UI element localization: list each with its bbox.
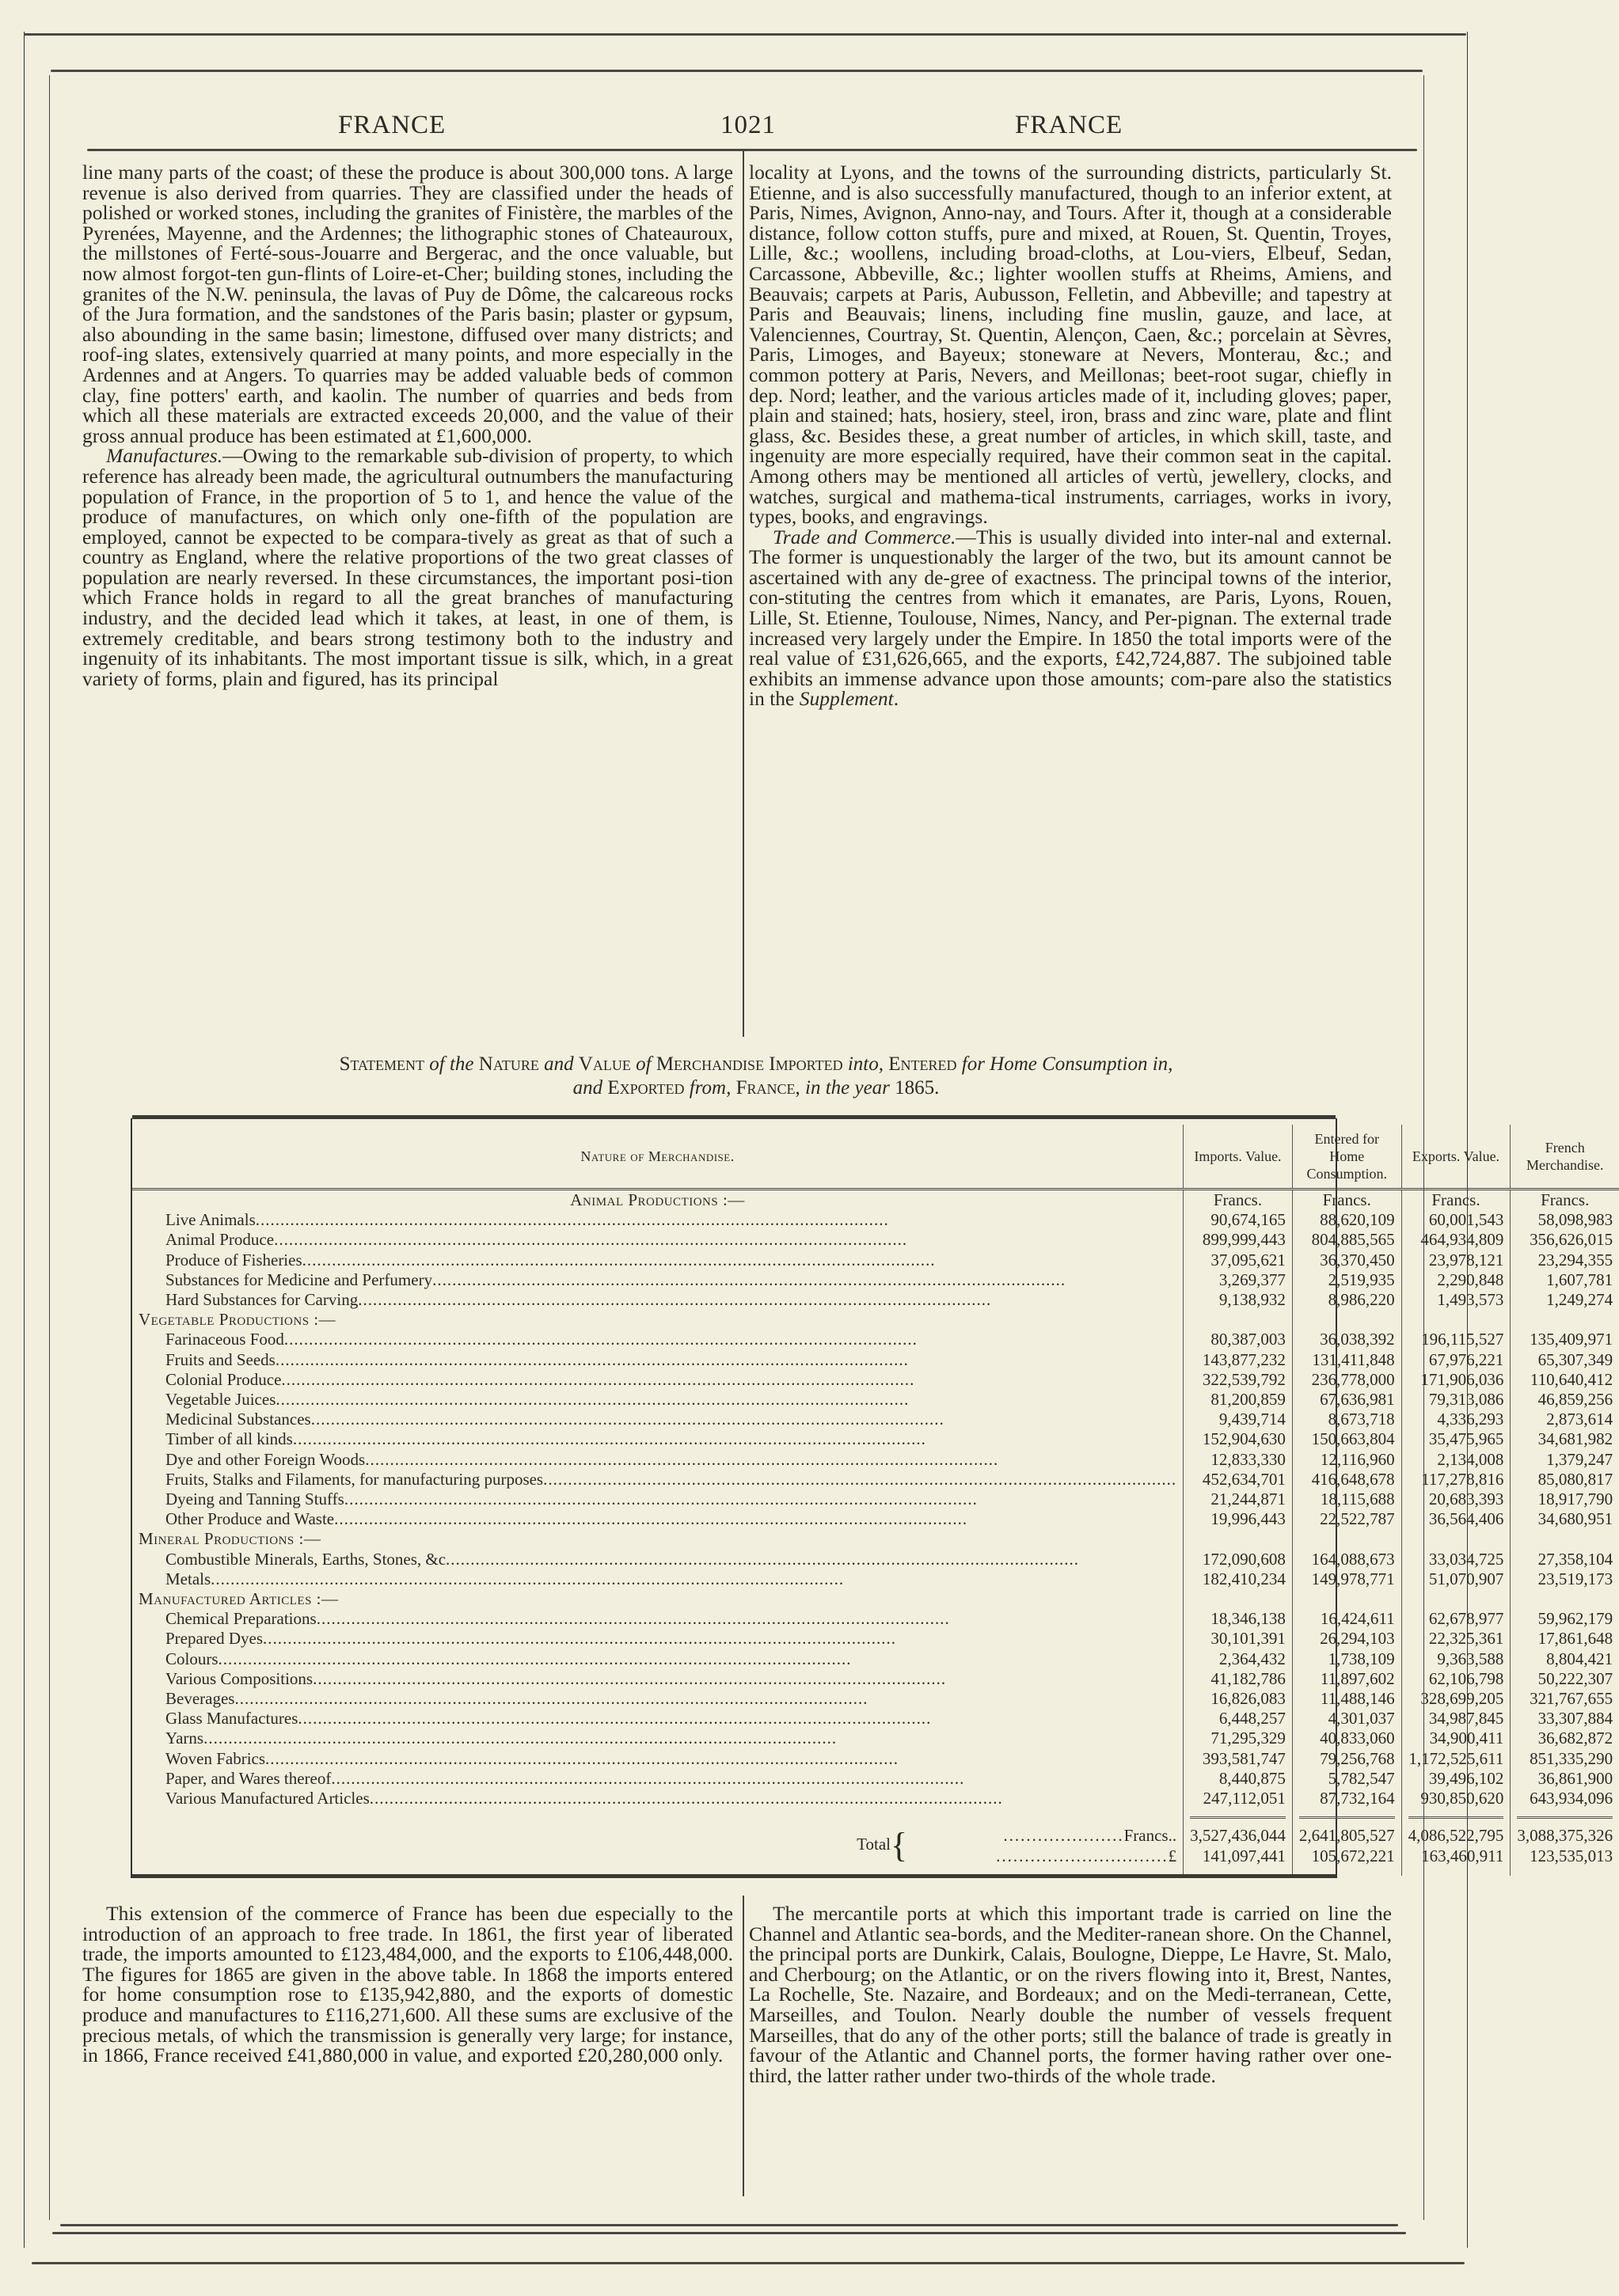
section-heading-manufactures: Manufactures. [106,444,223,468]
value-cell: 60,001,543 [1401,1210,1511,1230]
value-cell: 1,493,573 [1401,1290,1511,1310]
value-cell: 899,999,443 [1184,1230,1293,1250]
bottom-right-column [749,1903,1392,2085]
table-header-row [132,1125,1619,1190]
table-row [132,1569,1619,1589]
dot-leader [446,1550,1176,1569]
total-pounds-cell: 123,535,013 [1511,1846,1619,1866]
value-cell: 328,699,205 [1401,1689,1511,1709]
table-bottom-border [132,1874,1336,1878]
table-row [132,1669,1619,1689]
value-cell: 1,607,781 [1511,1270,1619,1290]
row-label: Various Compositions [165,1668,314,1688]
row-label: Yarns [165,1729,204,1748]
table-row [132,1629,1619,1649]
unit-label: Francs. [1401,1190,1511,1211]
value-cell: 247,112,051 [1184,1789,1293,1808]
section-title: Mineral Productions :— [139,1529,321,1549]
paragraph-manufactures: Manufactures.—Owing to the remarkable sub-division of property, to which reference has already been made, the agricultural outnumbers the manufacturing population of France, in the proportion of 5 to 1, and hence the value of the produce of manufactures, on which only one-fifth of the population are employed, cannot be expected to be compara-tively as great as that of such a country as England, where the relative proportions of the two great classes of population are nearly reversed. In these circumstances, the important posi-tion which France holds in regard to all the great branches of manufacturing industry, and the decided lead which it takes, at least, in one of them, is extremely creditable, and bears strong testimony both to the industry and ingenuity of its inhabitants. The most important tissue is silk, which, in a great variety of forms, plain and figured, has its principal [82,444,733,690]
table-row [132,1470,1619,1490]
value-cell: 22,522,787 [1292,1509,1401,1529]
dot-leader [276,1390,1176,1410]
value-cell: 8,673,718 [1292,1410,1401,1429]
table-row [132,1350,1619,1370]
value-cell: 36,682,872 [1511,1729,1619,1748]
section-title: Animal Productions :— [570,1190,745,1209]
total-francs-cell: 2,641,805,527 [1292,1826,1401,1846]
value-cell: 131,411,848 [1292,1350,1401,1370]
value-cell: 2,364,432 [1184,1649,1293,1669]
value-cell: 11,488,146 [1292,1689,1401,1709]
dot-leader [370,1789,1176,1808]
value-cell: 26,294,103 [1292,1629,1401,1649]
value-cell: 90,674,165 [1184,1210,1293,1230]
value-cell: 12,116,960 [1292,1450,1401,1470]
table-row [132,1689,1619,1709]
value-cell: 182,410,234 [1184,1569,1293,1589]
value-cell: 35,475,965 [1401,1429,1511,1449]
table-row [132,1490,1619,1509]
value-cell: 87,732,164 [1292,1789,1401,1808]
value-cell: 36,370,450 [1292,1250,1401,1270]
value-cell: 81,200,859 [1184,1390,1293,1410]
total-pounds-cell: 105,672,221 [1292,1846,1401,1866]
dot-leader [543,1470,1176,1490]
row-label: Vegetable Juices [165,1390,276,1410]
page-number: 1021 [720,111,776,139]
value-cell: 23,519,173 [1511,1569,1619,1589]
value-cell: 58,098,983 [1511,1210,1619,1230]
value-cell: 11,897,602 [1292,1669,1401,1689]
top-outer-rule [24,33,1466,36]
table-row [132,1729,1619,1748]
section-title: Manufactured Articles :— [139,1589,339,1609]
table-row [132,1749,1619,1769]
paragraph-silk-locations: locality at Lyons, and the towns of the surrounding districts, particularly St. Etienne, and is also successfully manufactured, though to an inferior extent, at Paris, Nimes, Avignon, Anno-nay, and Tours. After it, though at a considerable distance, follow cotton stuffs, pure and mixed, at Rouen, St. Quentin, Troyes, Lille, &c.; woollens, including broad-cloths, at Lou-viers, Elbeuf, Sedan, Carcassone, Abbeville, &c.; lighter woollen stuffs at Rheims, Amiens, and Beauvais; carpets at Paris, Aubusson, Felletin, and Abbeville; and tapestry at Paris and Beauvais; linens, including fine muslin, gauze, and lace, at Valenciennes, Courtray, St. Quentin, Alençon, Caen, &c.; porcelain at Sèvres, Paris, Limoges, and Bayeux; stoneware at Nevers, Monterau, &c.; and common pottery at Paris, Nevers, and Meillonas; beet-root sugar, chiefly in dep. Nord; leather, and the various articles made of it, including gloves; paper, plain and stained; hats, hosiery, steel, iron, brass and zinc ware, plate and flint glass, &c. Besides these, a great number of articles, in which skill, taste, and ingenuity are more especially required, have their common seat in the capital. Among others may be mentioned all articles of vertù, jewellery, clocks, and watches, surgical and mathema-tical instruments, carriages, works in ivory, types, books, and engravings. [749,161,1392,529]
table-row [132,1250,1619,1270]
table-row [132,1290,1619,1310]
value-cell: 19,996,443 [1184,1509,1293,1529]
top-inner-rule [51,70,1423,72]
value-cell: 22,325,361 [1401,1629,1511,1649]
dot-leader [293,1429,1176,1449]
table-row [132,1709,1619,1729]
table-row [132,1370,1619,1390]
value-cell: 2,290,848 [1401,1270,1511,1290]
merchandise-table [132,1125,1619,1876]
value-cell: 33,307,884 [1511,1709,1619,1729]
value-cell: 321,767,655 [1511,1689,1619,1709]
bottom-inner-rule-1 [60,2224,1398,2226]
value-cell: 51,070,907 [1401,1569,1511,1589]
value-cell: 172,090,608 [1184,1550,1293,1569]
row-label: Colonial Produce [165,1369,282,1389]
value-cell: 16,826,083 [1184,1689,1293,1709]
value-cell: 2,134,008 [1401,1450,1511,1470]
value-cell: 36,038,392 [1292,1330,1401,1349]
right-column [749,162,1392,709]
value-cell: 6,448,257 [1184,1709,1293,1729]
unit-label: Francs. [1184,1190,1293,1211]
value-cell: 464,934,809 [1401,1230,1511,1250]
value-cell: 393,581,747 [1184,1749,1293,1769]
value-cell: 804,885,565 [1292,1230,1401,1250]
value-cell: 41,182,786 [1184,1669,1293,1689]
bottom-left-column [82,1903,733,2066]
table-row [132,1509,1619,1529]
table-row [132,1789,1619,1808]
value-cell: 50,222,307 [1511,1669,1619,1689]
header-french: French Merchandise. [1511,1125,1619,1190]
section-header-row [132,1529,1619,1549]
value-cell: 164,088,673 [1292,1550,1401,1569]
value-cell: 36,564,406 [1401,1509,1511,1529]
section-header-row [132,1589,1619,1609]
dot-leader [331,1769,1176,1789]
value-cell: 40,833,060 [1292,1729,1401,1748]
value-cell: 18,346,138 [1184,1609,1293,1629]
row-label: Prepared Dyes [165,1629,264,1649]
value-cell: 79,313,086 [1401,1390,1511,1410]
row-label: Farinaceous Food [165,1330,284,1349]
value-cell: 3,269,377 [1184,1270,1293,1290]
row-label: Metals [165,1569,211,1588]
value-cell: 152,904,630 [1184,1429,1293,1449]
value-cell: 34,987,845 [1401,1709,1511,1729]
row-label: Glass Manufactures [165,1709,298,1729]
dot-leader [203,1729,1176,1748]
value-cell: 2,519,935 [1292,1270,1401,1290]
total-francs-cell: 3,527,436,044 [1184,1826,1293,1846]
value-cell: 416,648,678 [1292,1470,1401,1490]
dot-leader [344,1490,1176,1509]
value-cell: 23,294,355 [1511,1250,1619,1270]
value-cell: 8,440,875 [1184,1769,1293,1789]
header-exports: Exports. Value. [1401,1125,1511,1190]
value-cell: 79,256,768 [1292,1749,1401,1769]
value-cell: 34,900,411 [1401,1729,1511,1748]
value-cell: 1,379,247 [1511,1450,1619,1470]
table-row [132,1390,1619,1410]
dot-leader [284,1330,1176,1349]
value-cell: 149,978,771 [1292,1569,1401,1589]
value-cell: 62,106,798 [1401,1669,1511,1689]
value-cell: 17,861,648 [1511,1629,1619,1649]
total-francs-cell: 4,086,522,795 [1401,1826,1511,1846]
table-row [132,1429,1619,1449]
value-cell: 23,978,121 [1401,1250,1511,1270]
value-cell: 2,873,614 [1511,1410,1619,1429]
value-cell: 930,850,620 [1401,1789,1511,1808]
row-label: Combustible Minerals, Earths, Stones, &c [165,1549,447,1569]
value-cell: 452,634,701 [1184,1470,1293,1490]
row-label: Chemical Preparations [165,1609,317,1629]
total-pounds-cell: 163,460,911 [1401,1846,1511,1866]
value-cell: 236,778,000 [1292,1370,1401,1390]
dot-leader [256,1210,1176,1230]
paragraph-quarries: line many parts of the coast; of these the produce is about 300,000 tons. A large revenue is also derived from quarries. They are classified under the heads of polished or worked stones, including the granites of Finistère, the marbles of the Pyrenées, Mayenne, and the Ardennes; the lithographic stones of Chateauroux, the millstones of Ferté-sous-Jouarre and Bergerac, and the once valuable, but now almost forgot-ten gun-flints of Loire-et-Cher; building stones, including the granites of the N.W. peninsula, the lavas of Puy de Dôme, the calcareous rocks of the Jura formation, and the sandstones of the Paris basin; plaster or gypsum, also abounding in the same basin; limestone, diffused over many districts; and roof-ing slates, extensively quarried at many points, and more especially in the Ardennes and at Angers. To quarries may be added valuable beds of common clay, fine potters' earth, and kaolin. The number of quarries and beds from which all these materials are extracted exceeds 20,000, and the value of their gross annual produce has been estimated at £1,600,000. [82,161,733,447]
table-row [132,1769,1619,1789]
row-label: Dyeing and Tanning Stuffs [165,1490,344,1509]
value-cell: 196,115,527 [1401,1330,1511,1349]
dot-leader [311,1410,1176,1429]
value-cell: 9,439,714 [1184,1410,1293,1429]
trade-table [131,1118,1613,1878]
supplement-reference: Supplement [799,687,894,711]
column-divider-top [743,150,744,1037]
dot-leader [365,1450,1176,1470]
total-pounds-cell: 141,097,441 [1184,1846,1293,1866]
value-cell: 135,409,971 [1511,1330,1619,1349]
row-label: Medicinal Substances [165,1410,311,1429]
total-separator [132,1808,1619,1826]
row-label: Colours [165,1649,219,1668]
value-cell: 9,363,588 [1401,1649,1511,1669]
value-cell: 59,962,179 [1511,1609,1619,1629]
value-cell: 67,636,981 [1292,1390,1401,1410]
row-label: Live Animals [165,1210,256,1230]
paragraph-trade-commerce: Trade and Commerce.—This is usually divided into inter-nal and external. The former is unquestionably the larger of the two, but its amount cannot be ascertained with any de-gree of exactness. The principal towns of the interior, con-stituting the centres from which it emanates, are Paris, Lyons, Rouen, Lille, St. Etienne, Toulouse, Nimes, Nancy, and Per-pignan. The external trade increased very largely under the Empire. In 1850 the total imports were of the real value of £31,626,665, and the exports, £42,724,887. The subjoined table exhibits an immense advance upon those amounts; com-pare also the statistics in the Supplement. [749,525,1392,711]
bottom-outer-rule [32,2262,1465,2264]
row-label: Dye and other Foreign Woods [165,1449,366,1469]
row-label: Fruits and Seeds [165,1349,276,1369]
bottom-inner-rule-2 [52,2232,1406,2234]
running-head-left: FRANCE [338,111,447,139]
value-cell: 1,738,109 [1292,1649,1401,1669]
dot-leader [219,1649,1177,1669]
value-cell: 34,680,951 [1511,1509,1619,1529]
dot-leader [358,1290,1176,1310]
value-cell: 46,859,256 [1511,1390,1619,1410]
row-label: Timber of all kinds [165,1429,293,1449]
table-row [132,1649,1619,1669]
value-cell: 322,539,792 [1184,1370,1293,1390]
row-label: Fruits, Stalks and Filaments, for manufacturing purposes [165,1469,544,1489]
total-label-cell: Total{ .....................Francs.. ..............................£ [857,1826,1177,1865]
value-cell: 356,626,015 [1511,1230,1619,1250]
value-cell: 9,138,932 [1184,1290,1293,1310]
value-cell: 21,244,871 [1184,1490,1293,1509]
section-heading-trade-commerce: Trade and Commerce. [773,525,956,548]
value-cell: 30,101,391 [1184,1629,1293,1649]
column-divider-bottom [743,1896,744,2196]
row-label: Beverages [165,1689,235,1709]
dot-leader [334,1509,1176,1529]
value-cell: 37,095,621 [1184,1250,1293,1270]
value-cell: 33,034,725 [1401,1550,1511,1569]
value-cell: 851,335,290 [1511,1749,1619,1769]
table-row [132,1230,1619,1250]
value-cell: 12,833,330 [1184,1450,1293,1470]
value-cell: 1,249,274 [1511,1290,1619,1310]
table-row [132,1210,1619,1230]
total-francs-row [132,1826,1619,1846]
row-label: Various Manufactured Articles [165,1789,370,1808]
dot-leader [234,1689,1176,1709]
dot-leader [263,1629,1176,1649]
francs-unit-label: Francs.. [1123,1826,1177,1846]
value-cell: 62,678,977 [1401,1609,1511,1629]
table-row [132,1450,1619,1470]
dot-leader [276,1350,1176,1370]
value-cell: 18,115,688 [1292,1490,1401,1509]
dot-leader [298,1709,1176,1729]
table-row [132,1410,1619,1429]
dot-leader [211,1569,1176,1589]
value-cell: 8,986,220 [1292,1290,1401,1310]
paragraph-mercantile-ports: The mercantile ports at which this important trade is carried on line the Channel and Atlantic sea-bords, and the Mediter-ranean shore. On the Channel, the principal ports are Dunkirk, Calais, Boulogne, Dieppe, Le Havre, St. Malo, and Cherbourg; on the Atlantic, or on the rivers flowing into it, Brest, Nantes, La Rochelle, Ste. Nazaire, and Bordeaux; and on the Medi-terranean, Cette, Marseilles, and Toulon. Nearly double the number of vessels frequent Marseilles, that do any of the other ports; still the balance of trade is greatly in favour of the Atlantic and Channel ports, the former having rather over one-third, the latter rather under two-thirds of the whole trade. [749,1902,1392,2087]
value-cell: 117,278,816 [1401,1470,1511,1490]
section-header-row [132,1310,1619,1330]
row-label: Woven Fabrics [165,1748,266,1768]
value-cell: 71,295,329 [1184,1729,1293,1748]
pounds-unit-label: £ [1168,1846,1177,1865]
running-head-right: FRANCE [1015,111,1123,139]
brace-glyph: { [890,1826,908,1865]
value-cell: 143,877,232 [1184,1350,1293,1370]
value-cell: 36,861,900 [1511,1769,1619,1789]
total-francs-cell: 3,088,375,326 [1511,1826,1619,1846]
value-cell: 34,681,982 [1511,1429,1619,1449]
value-cell: 27,358,104 [1511,1550,1619,1569]
value-cell: 643,934,096 [1511,1789,1619,1808]
section-title: Vegetable Productions :— [139,1310,336,1330]
value-cell: 20,683,393 [1401,1490,1511,1509]
left-column [82,162,733,689]
row-label: Paper, and Wares thereof [165,1768,332,1788]
table-row [132,1609,1619,1629]
table-body [132,1190,1619,1876]
value-cell: 18,917,790 [1511,1490,1619,1509]
unit-label: Francs. [1511,1190,1619,1211]
table-row [132,1270,1619,1290]
dot-leader [265,1749,1176,1769]
running-head [49,111,1423,150]
units-row [132,1190,1619,1211]
dot-leader [281,1370,1176,1390]
header-rule [87,149,1417,151]
table-top-border [132,1115,1336,1119]
dot-leader [274,1230,1176,1250]
value-cell: 8,804,421 [1511,1649,1619,1669]
paragraph-free-trade: This extension of the commerce of France has been due especially to the introduction of an approach to free trade. In 1861, the first year of liberated trade, the imports amounted to £123,484,000, and the exports to £106,448,000. The figures for 1865 are given in the above table. In 1868 the imports entered for home consumption rose to £135,942,880, and the exports of domestic produce and manufactures to £116,271,600. All these sums are exclusive of the precious metals, of which the transmission is generally very large; for instance, in 1866, France received £41,880,000 in value, and exported £20,280,000 only. [82,1902,733,2067]
value-cell: 110,640,412 [1511,1370,1619,1390]
header-nature: Nature of Merchandise. [132,1125,1184,1190]
value-cell: 16,424,611 [1292,1609,1401,1629]
dot-leader [313,1669,1176,1689]
dot-leader [302,1250,1176,1270]
value-cell: 1,172,525,611 [1401,1749,1511,1769]
unit-label: Francs. [1292,1190,1401,1211]
header-imports: Imports. Value. [1184,1125,1293,1190]
value-cell: 4,336,293 [1401,1410,1511,1429]
total-label: Total [857,1835,891,1854]
table-row [132,1330,1619,1349]
header-entered: Entered for Home Consumption. [1292,1125,1401,1190]
value-cell: 171,906,036 [1401,1370,1511,1390]
row-label: Hard Substances for Carving [165,1290,359,1310]
value-cell: 80,387,003 [1184,1330,1293,1349]
dot-leader [432,1270,1176,1290]
table-title: Statement of the Nature and Value of Merchandise Imported into, Entered for Home Consumption in, and Exported from, France, in the year 1865. [339,1053,1173,1099]
value-cell: 150,663,804 [1292,1429,1401,1449]
value-cell: 39,496,102 [1401,1769,1511,1789]
row-label: Produce of Fisheries [165,1250,302,1269]
value-cell: 67,976,221 [1401,1350,1511,1370]
value-cell: 5,782,547 [1292,1769,1401,1789]
value-cell: 4,301,037 [1292,1709,1401,1729]
value-cell: 85,080,817 [1511,1470,1619,1490]
dot-leader [317,1609,1176,1629]
row-label: Other Produce and Waste [165,1509,335,1529]
row-label: Substances for Medicine and Perfumery [165,1269,433,1289]
row-label: Animal Produce [165,1230,275,1250]
value-cell: 88,620,109 [1292,1210,1401,1230]
table-row [132,1550,1619,1569]
value-cell: 65,307,349 [1511,1350,1619,1370]
